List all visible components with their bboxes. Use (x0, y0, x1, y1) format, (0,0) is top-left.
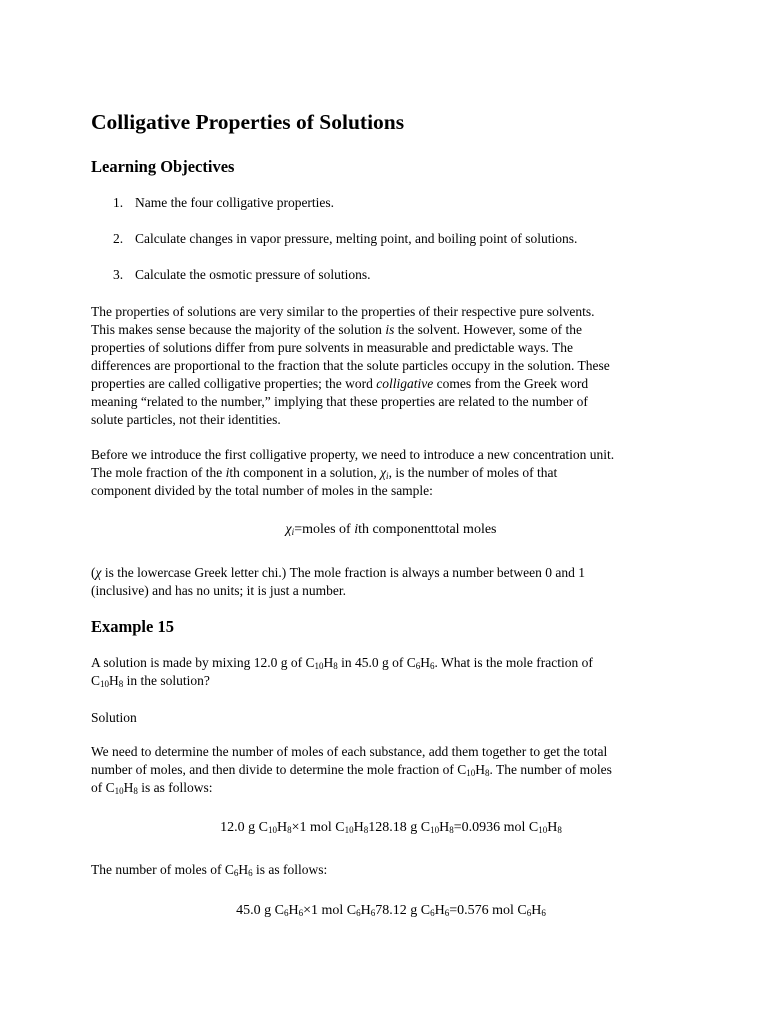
text-run: H (123, 780, 134, 795)
text-line (91, 861, 327, 879)
equation-text: =0.576 mol C (449, 903, 527, 918)
subscript: 6 (370, 908, 376, 918)
text-run: , is the number of moles of that (388, 465, 558, 480)
text-run: is as follows: (252, 862, 328, 877)
equation-text: ×1 mol C (303, 903, 357, 918)
text-line: (inclusive) and has no units; it is just a number. (91, 583, 346, 598)
subscript: 6 (415, 661, 421, 671)
equation-text: H (531, 903, 542, 918)
objective-text: Name the four colligative properties. (135, 195, 335, 210)
text-run: H (323, 655, 334, 670)
equation-text: H (434, 903, 445, 918)
subscript: 6 (430, 661, 435, 671)
solution-method-paragraph (91, 743, 612, 797)
naphthalene-moles-equation (91, 820, 691, 836)
subscript: 10 (344, 825, 354, 835)
italic-term: is (385, 322, 395, 337)
text-line: solute particles, not their identities. (91, 412, 281, 427)
text-run: The mole fraction of the (91, 465, 226, 480)
text-run: H (109, 673, 119, 688)
subscript: 6 (430, 908, 435, 918)
text-line: differences are proportional to the fraction that the solute particles occupy in the solution. These (91, 358, 610, 373)
objective-number: 1. (113, 195, 124, 210)
text-run: C (91, 673, 101, 688)
text-line (91, 654, 593, 672)
text-run: . What is the mole fraction of (434, 655, 593, 670)
subscript: 6 (248, 868, 253, 878)
objective-number: 2. (113, 231, 124, 246)
benzene-moles-equation (91, 903, 691, 919)
text-line: Before we introduce the first colligative property, we need to introduce a new concentration unit. (91, 447, 615, 462)
text-run: in the solution? (123, 673, 210, 688)
equation-text: H (276, 820, 288, 835)
equation-text: H (353, 820, 364, 835)
text-run: is as follows: (137, 780, 213, 795)
objective-item (113, 267, 370, 283)
subscript: 10 (466, 768, 476, 778)
equation-text: th componenttotal moles (358, 522, 497, 537)
page-title: Colligative Properties of Solutions (91, 110, 405, 134)
text-line (91, 672, 593, 690)
text-line: properties of solutions differ from pure solvents in measurable and predictable ways. The (91, 340, 573, 355)
text-run: ( (91, 565, 96, 580)
subscript: 6 (526, 908, 532, 918)
subscript: 8 (133, 786, 138, 796)
text-run: This makes sense because the majority of the solution (91, 322, 386, 337)
objective-number: 3. (113, 267, 124, 282)
text-line (91, 779, 612, 797)
subscript: 6 (233, 868, 239, 878)
subscript: i (291, 527, 295, 537)
equation-text: 45.0 g C (236, 903, 284, 918)
subscript: 8 (287, 825, 292, 835)
equation-text: ×1 mol C (291, 820, 345, 835)
text-run: The number of moles of C (91, 862, 234, 877)
italic-term: colligative (376, 376, 434, 391)
text-run: in 45.0 g of C (337, 655, 416, 670)
text-line (91, 464, 614, 482)
intro-paragraph (91, 303, 610, 429)
subscript: 6 (444, 908, 450, 918)
text-line (91, 761, 612, 779)
text-line (91, 375, 610, 393)
subscript: i (386, 471, 389, 481)
subscript: 6 (356, 908, 361, 918)
objective-item (113, 195, 334, 211)
italic-term: i (225, 465, 230, 480)
text-line: The properties of solutions are very similar to the properties of their respective pure solvents. (91, 304, 595, 319)
text-run: H (238, 862, 249, 877)
mole-fraction-paragraph (91, 446, 614, 500)
example-heading: Example 15 (91, 617, 174, 636)
equation-text: 128.18 g C (368, 820, 431, 835)
chi-note-paragraph (91, 564, 585, 600)
italic-term: i (354, 522, 359, 537)
objective-item (113, 231, 577, 247)
text-run: the solvent. However, some of the (394, 322, 582, 337)
text-line: meaning “related to the number,” implying that these properties are related to the number of (91, 394, 588, 409)
text-run: is the lowercase Greek letter chi.) The mole fraction is always a number between 0 and 1 (101, 565, 586, 580)
subscript: 6 (298, 908, 304, 918)
text-run: number of moles, and then divide to determine the mole fraction of C (91, 762, 467, 777)
example-problem (91, 654, 593, 690)
chi-symbol: χ (285, 522, 292, 537)
subscript: 10 (430, 825, 440, 835)
subscript: 8 (333, 661, 338, 671)
chi-symbol: χ (380, 465, 387, 480)
subscript: 8 (557, 825, 562, 835)
subscript: 10 (114, 786, 124, 796)
text-run: comes from the Greek word (433, 376, 589, 391)
chi-symbol: χ (95, 565, 102, 580)
text-line: component divided by the total number of moles in the sample: (91, 483, 433, 498)
text-run: H (475, 762, 486, 777)
subscript: 10 (538, 825, 548, 835)
equation-text: 78.12 g C (375, 903, 431, 918)
subscript: 10 (314, 661, 324, 671)
text-run: A solution is made by mixing 12.0 g of C (91, 655, 315, 670)
text-run: H (420, 655, 431, 670)
equation-text: H (360, 903, 371, 918)
learning-objectives-heading: Learning Objectives (91, 157, 235, 176)
subscript: 8 (363, 825, 369, 835)
equation-text: H (288, 903, 299, 918)
subscript: 10 (100, 679, 110, 689)
objective-text: Calculate the osmotic pressure of solutions. (135, 267, 371, 282)
objective-text: Calculate changes in vapor pressure, melting point, and boiling point of solutions. (135, 231, 578, 246)
text-line: We need to determine the number of moles of each substance, add them together to get the total (91, 744, 608, 759)
text-line (91, 564, 585, 582)
equation-text: H (439, 820, 450, 835)
text-run: th component in a solution, (229, 465, 381, 480)
solution-label: Solution (91, 710, 137, 725)
subscript: 8 (118, 679, 124, 689)
text-line (91, 321, 610, 339)
equation-text: =0.0936 mol C (453, 820, 539, 835)
equation-text: =moles of (294, 522, 355, 537)
subscript: 8 (485, 768, 490, 778)
equation-text: H (547, 820, 558, 835)
subscript: 10 (267, 825, 277, 835)
subscript: 6 (541, 908, 546, 918)
subscript: 6 (283, 908, 289, 918)
text-run: . The number of moles (489, 762, 612, 777)
text-run: of C (91, 780, 115, 795)
benzene-moles-intro (91, 861, 327, 879)
subscript: 8 (449, 825, 454, 835)
mole-fraction-equation (91, 522, 691, 538)
equation-text: 12.0 g C (220, 820, 268, 835)
text-run: properties are called colligative properties; the word (91, 376, 377, 391)
